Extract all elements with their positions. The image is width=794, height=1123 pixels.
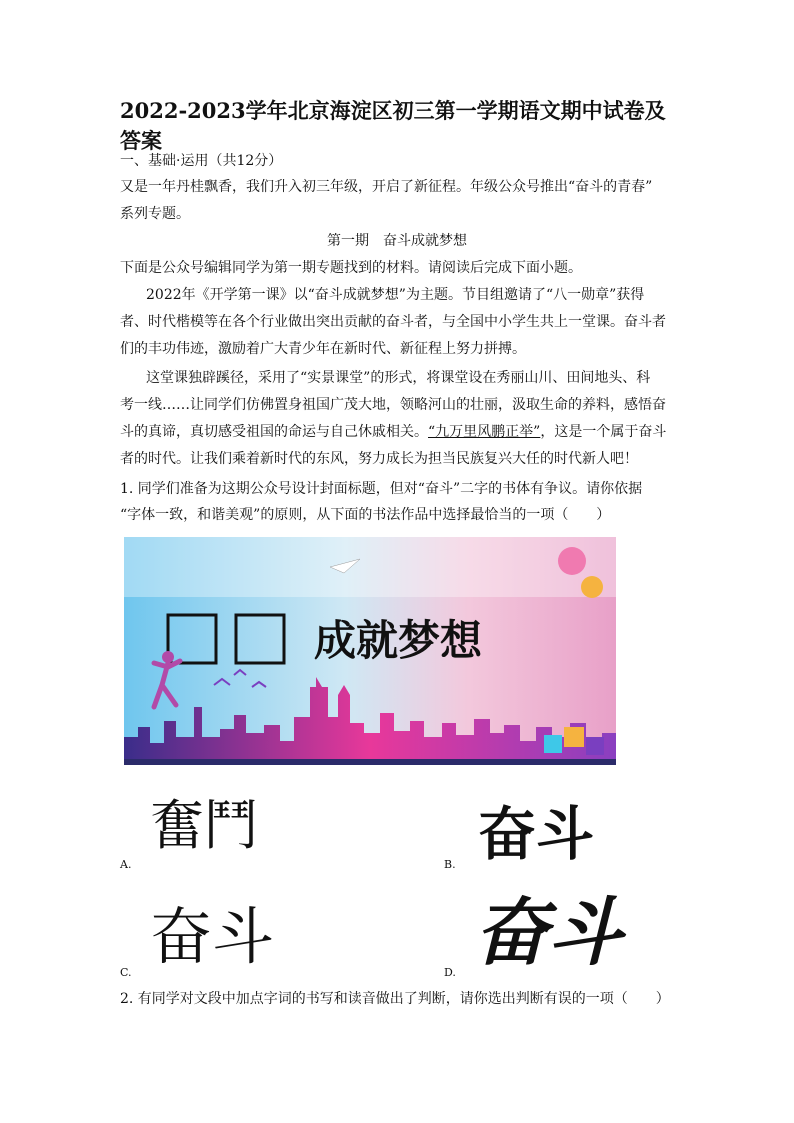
issue-title: 第一期 奋斗成就梦想 <box>327 233 467 249</box>
option-b-glyphs: 奋斗 <box>478 800 595 864</box>
passage-p2-line-3 <box>120 423 666 441</box>
intro-line-1: 又是一年丹桂飘香，我们升入初三年级，开启了新征程。年级公众号推出“奋斗的青春” <box>120 179 653 195</box>
instruction: 下面是公众号编辑同学为第一期专题找到的材料。请阅读后完成下面小题。 <box>120 260 582 276</box>
option-b-label: B. <box>444 858 456 871</box>
section-heading: 一、基础·运用（共12分） <box>120 153 283 169</box>
option-d-label: D. <box>444 966 456 979</box>
option-c-label: C. <box>120 966 132 979</box>
intro-line-2: 系列专题。 <box>120 206 190 222</box>
passage-p2-line-1: 这堂课独辟蹊径，采用了“实景课堂”的形式，将课堂设在秀丽山川、田间地头、科 <box>146 370 651 386</box>
underlined-quote: “九万里风鹏正举” <box>428 424 541 440</box>
question-1-line-2: “字体一致，和谐美观”的原则，从下面的书法作品中选择最恰当的一项（ ） <box>120 507 611 523</box>
banner-headline: 成就梦想 <box>314 616 483 665</box>
option-d-image <box>474 884 634 968</box>
passage-p2-line-3-tail: ，这是一个属于奋斗 <box>540 424 667 440</box>
question-2: 2. 有同学对文段中加点字词的书写和读音做出了判断，请你选出判断有误的一项（ ） <box>120 991 670 1007</box>
option-a-glyphs: 奮鬥 <box>150 794 258 856</box>
option-c-glyphs: 奋斗 <box>150 900 275 970</box>
passage-p2-line-4: 者的时代。让我们乘着新时代的东风，努力成长为担当民族复兴大任的时代新人吧！ <box>120 451 638 467</box>
passage-p1-line-1: 2022年《开学第一课》以“奋斗成就梦想”为主题。节目组邀请了“八一勋章”获得 <box>146 287 645 303</box>
option-d-glyphs: 奋斗 <box>474 890 622 968</box>
question-1-line-1: 1. 同学们准备为这期公众号设计封面标题，但对“奋斗”二字的书体有争议。请你依据 <box>120 481 643 497</box>
page-title: 2022-2023学年北京海淀区初三第一学期语文期中试卷及答案 <box>120 98 666 153</box>
option-b-image <box>474 800 634 864</box>
passage-p1-line-3: 们的丰功伟迹，激励着广大青少年在新时代、新征程上努力拼搏。 <box>120 341 526 357</box>
passage-p2-line-2: 考一线……让同学们仿佛置身祖国广茂大地，领略河山的壮丽，汲取生命的养料，感悟奋 <box>120 397 666 413</box>
option-a-label: A. <box>120 858 132 871</box>
cover-banner-image <box>124 537 616 765</box>
passage-p1-line-2: 者、时代楷模等在各个行业做出突出贡献的奋斗者，与全国中小学生共上一堂课。奋斗者 <box>120 314 666 330</box>
passage-p2-line-3-text: 斗的真谛，真切感受祖国的命运与自己休戚相关。 <box>120 424 428 440</box>
option-c-image <box>150 898 300 970</box>
option-a-image <box>146 786 296 856</box>
